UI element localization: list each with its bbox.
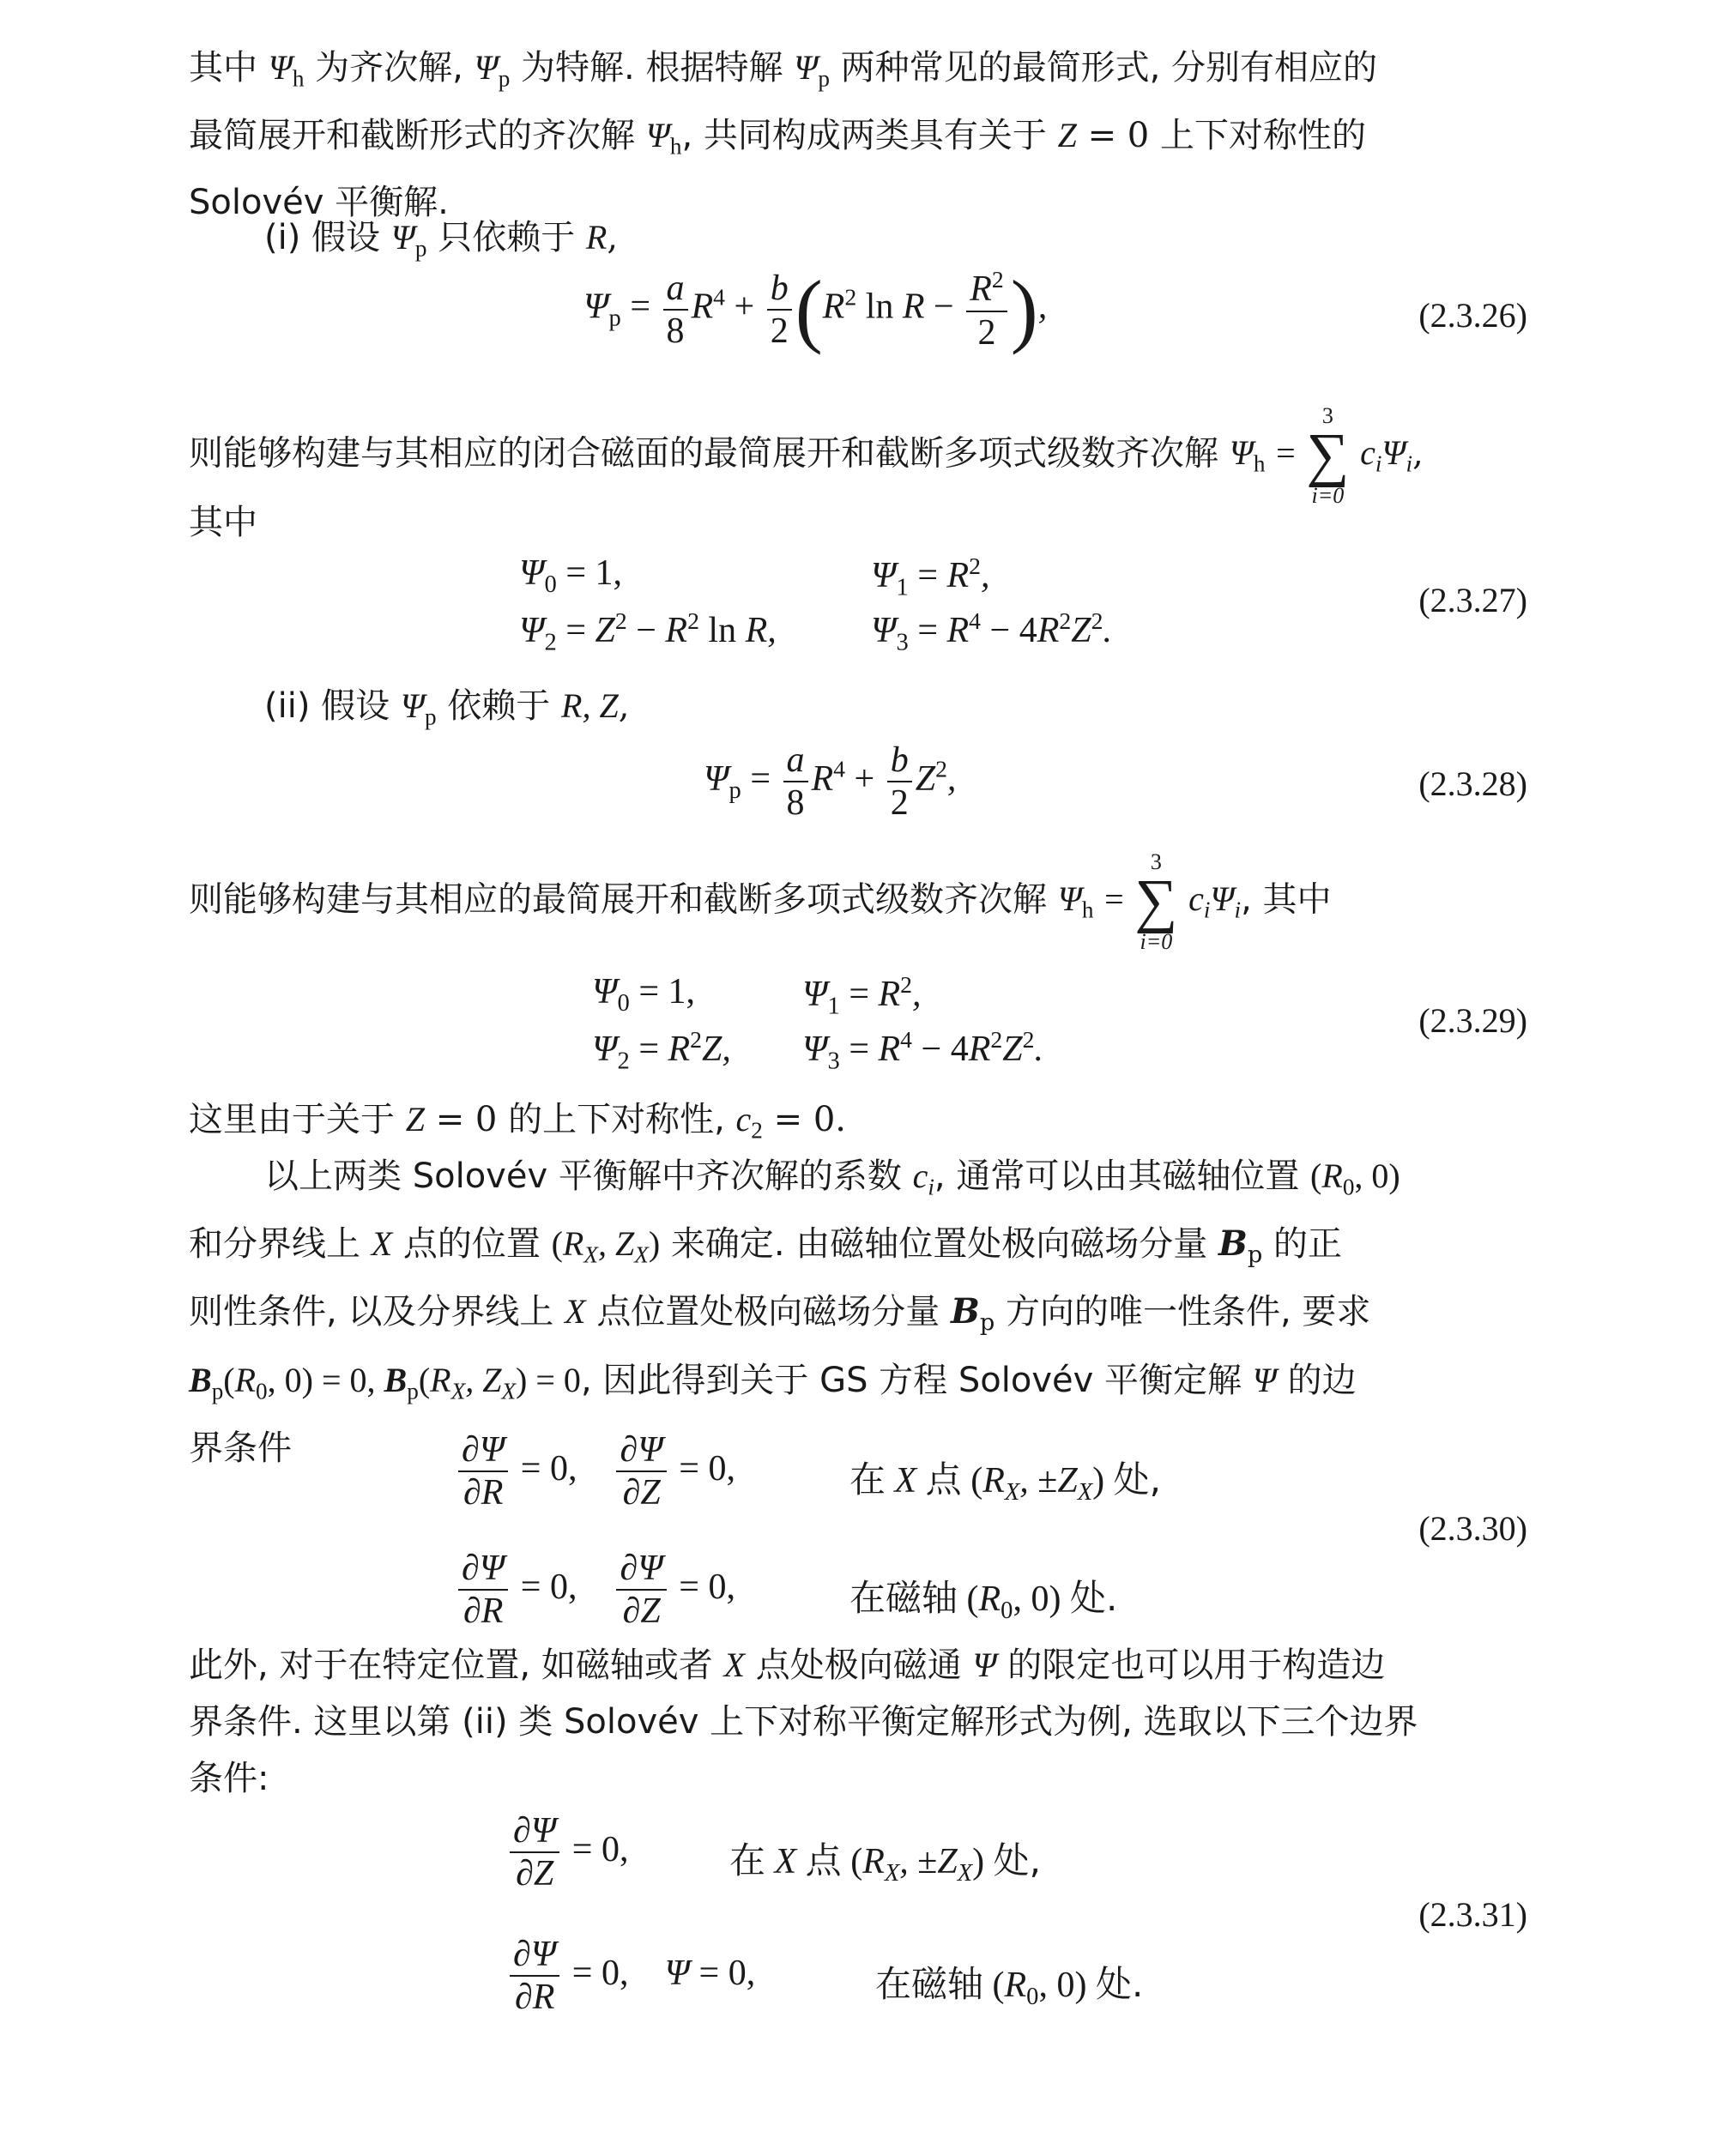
text-span: 其中 <box>189 48 257 88</box>
text-span: 处, <box>993 1839 1042 1881</box>
text-span: 处. <box>1095 1963 1144 2005</box>
case-i-heading: (i) 假设 $\Psi_p$ 只依赖于 R, <box>264 218 619 262</box>
document-page: 其中 $\Psi_h$ 为齐次解, $\Psi_p$ 为特解. 根据特解 $\Psi_p$ 两种常见的最简形式, 分别有相应的 最简展开和截断形式的齐次解 $\Psi_h$, 共同构成两类具有关于 Z = 0 上下对称性的 Solovév 平衡解. (i) 假设 $\Psi_p$ 只依赖于 R, $\Psi_p$ = $\frac{a}{8}$ $R^4$ + $\frac{b}{2}$ ($R^2$ ln R − $\frac{R^2}{2}$ ), (2.3.26) 则能够构建与其相应的闭合磁面的最简展开和截断多项式级数齐次解 $\Psi_h$ = 3 ∑ i=0 $c_i\Psi_i$, 其中 $\Psi_0 = 1$, $\Psi_1 = R^2$, $\Psi_2 = Z^2 - R^2$ ln R, $\Psi_3 = R^4 - 4R^2Z^2$. (2.3.27) (ii) 假设 $\Psi_p$ 依赖于 R, Z, $\Psi_p$ = $\frac{a}{8}$ $R^4$ + $\frac{b}{2}$ $Z^2$, (2.3.28) 则能够构建与其相应的最简展开和截断多项式级数齐次解 $\Psi_h$ = 3 ∑ i=0 $c_i\Psi_i$, 其中 $\Psi_0 = 1$, $\Psi_1 = R^2$, $\Psi_2 = R^2Z$, $\Psi_3 = R^4 - 4R^2Z^2$. (2.3.29) 这里由于关于 Z = 0 的上下对称性, $c_2 = 0$. 以上两类 Solovév 平衡解中齐次解的系数 $c_i$, 通常可以由其磁轴位置 ($R_0$, 0) 和分界线上 X 点的位置 ($R_X$, $Z_X$) 来确定. 由磁轴位置处极向磁场分量 $B_p$ 的正 则性条件, 以及分界线上 X 点位置处极向磁场分量 $B_p$ 方向的唯一性条件, 要求 $B_p(R_0$, 0) = 0, $B_p(R_X$, $Z_X) = 0$, 因此得到关于 GS 方程 Solovév 平衡定解 Ψ 的边 界条件 $\frac{\partial\Psi}{\partial R}$ = 0, $\frac{\partial\Psi}{\partial Z}$ = 0, 在 X 点 ($R_X$, $\pm Z_X$) 处, $\frac{\partial\Psi}{\partial R}$ = 0, $\frac{\partial\Psi}{\partial Z}$ = 0, 在磁轴 ($R_0$, 0) 处. (2.3.30) 此外, 对于在特定位置, 如磁轴或者 X 点处极向磁通 Ψ 的限定也可以用于构造边 界条件. 这里以第 (ii) 类 Solovév 上下对称平衡定解形式为例, 选取以下三个边界 条件: $\frac{\partial\Psi}{\partial Z}$ = 0, 在 X 点 ($R_X$, $\pm Z_X$) 处, $\frac{\partial\Psi}{\partial R}$ = 0, Ψ = 0, 在磁轴 ($R_0$, 0) 处. (2.3.31) <box>0 0 1723 2156</box>
text-span: 在磁轴 <box>875 1963 984 2005</box>
text-span: 点 <box>805 1839 842 1881</box>
text-span: 方向的唯一性条件, 要求 <box>1005 1292 1371 1332</box>
coefficient-paragraph: 以上两类 Solovév 平衡解中齐次解的系数 $c_i$, 通常可以由其磁轴位置 ($R_0$, 0) 和分界线上 X 点的位置 ($R_X$, $Z_X$) 来确定. 由磁轴位置处极向磁场分量 $B_p$ 的正 则性条件, 以及分界线上 X 点位置处极向磁场分量 $B_p$ 方向的唯一性条件, 要求 $B_p(R_0$, 0) = 0, $B_p(R_X$, $Z_X) = 0$, 因此得到关于 GS 方程 Solovév 平衡定解 Ψ 的边 界条件 <box>189 1157 1400 1468</box>
equation-2-3-31: $\frac{\partial\Psi}{\partial Z}$ = 0, 在 X 点 ($R_X$, $\pm Z_X$) 处, $\frac{\partial\Psi}{\partial R}$ = 0, Ψ = 0, 在磁轴 ($R_0$, 0) 处. (2.3.31) <box>189 1810 1527 2025</box>
text-span: 点处极向磁通 <box>755 1646 962 1685</box>
text-span: 只依赖于 <box>438 218 576 257</box>
text-span: (ii) 假设 <box>264 686 390 726</box>
text-span: Solovév 平衡解. <box>189 183 449 223</box>
text-span: 来确定. 由磁轴位置处极向磁场分量 <box>670 1223 1208 1264</box>
extra-paragraph: 此外, 对于在特定位置, 如磁轴或者 X 点处极向磁通 Ψ 的限定也可以用于构造边 界条件. 这里以第 (ii) 类 Solovév 上下对称平衡定解形式为例, 选取以下三个边界 条件: <box>189 1646 1418 1798</box>
text-span: 为特解. 根据特解 <box>521 48 783 88</box>
text-span: 条件: <box>189 1759 269 1798</box>
text-span: 上下对称性的 <box>1159 115 1366 155</box>
text-span: 依赖于 <box>447 686 551 726</box>
text-span: 点位置处极向磁场分量 <box>596 1292 940 1332</box>
text-span: 在磁轴 <box>849 1577 958 1619</box>
equation-number: (2.3.27) <box>1418 581 1527 619</box>
text-span: 在 <box>729 1839 766 1881</box>
text-span: 其中 <box>189 503 257 542</box>
text-span: 点的位置 <box>402 1223 541 1264</box>
text-span: 两种常见的最简形式, 分别有相应的 <box>840 48 1378 88</box>
symmetry-note: 这里由于关于 Z = 0 的上下对称性, $c_2 = 0$. <box>189 1100 847 1144</box>
text-span: 和分界线上 <box>189 1223 360 1264</box>
homogeneous-text-2: 则能够构建与其相应的最简展开和截断多项式级数齐次解 $\Psi_h$ = 3 ∑ i=0 $c_i\Psi_i$, 其中 <box>189 849 1332 954</box>
equation-2-3-29: $\Psi_0 = 1$, $\Psi_1 = R^2$, $\Psi_2 = R^2Z$, $\Psi_3 = R^4 - 4R^2Z^2$. (2.3.29) <box>592 971 1527 1075</box>
text-span: 的限定也可以用于构造边 <box>1007 1646 1386 1685</box>
case-ii-heading: (ii) 假设 $\Psi_p$ 依赖于 R, Z, <box>264 686 630 730</box>
equation-2-3-27: $\Psi_0 = 1$, $\Psi_1 = R^2$, $\Psi_2 = Z^2 - R^2$ ln R, $\Psi_3 = R^4 - 4R^2Z^2$. (2.3.27) <box>519 553 1527 656</box>
text-span: 的上下对称性, <box>508 1100 725 1139</box>
text-span: 则能够构建与其相应的闭合磁面的最简展开和截断多项式级数齐次解 <box>189 433 1218 474</box>
text-span: , 共同构成两类具有关于 <box>681 115 1047 155</box>
text-span: 界条件. 这里以第 (ii) 类 Solovév 上下对称平衡定解形式为例, 选取以下三个边界 <box>189 1702 1418 1742</box>
text-span: 这里由于关于 <box>189 1100 395 1139</box>
text-span: 处, <box>1113 1458 1162 1501</box>
text-span: 的边 <box>1287 1361 1357 1401</box>
text-span: 此外, 对于在特定位置, 如磁轴或者 <box>189 1646 713 1685</box>
equation-2-3-28: $\Psi_p$ = $\frac{a}{8}$ $R^4$ + $\frac{b}{2}$ $Z^2$, (2.3.28) <box>704 740 1527 824</box>
equation-number: (2.3.31) <box>1418 1895 1527 1934</box>
text-span: 在 <box>849 1458 886 1501</box>
text-span: (i) 假设 <box>264 218 381 257</box>
text-span: 处. <box>1069 1577 1118 1619</box>
text-span: 为齐次解, <box>315 48 463 88</box>
text-span: 最简展开和截断形式的齐次解 <box>189 115 635 155</box>
equation-2-3-26: $\Psi_p$ = $\frac{a}{8}$ $R^4$ + $\frac{b}{2}$ ($R^2$ ln R − $\frac{R^2}{2}$ ), (2.3.26) <box>583 263 1527 355</box>
text-span: 点 <box>925 1458 962 1501</box>
text-span: 以上两类 Solovév 平衡解中齐次解的系数 <box>264 1157 902 1196</box>
equation-number: (2.3.28) <box>1418 764 1527 803</box>
text-span: , 其中 <box>1241 879 1332 920</box>
text-span: 则性条件, 以及分界线上 <box>189 1292 554 1332</box>
intro-paragraph: 其中 $\Psi_h$ 为齐次解, $\Psi_p$ 为特解. 根据特解 $\Psi_p$ 两种常见的最简形式, 分别有相应的 最简展开和截断形式的齐次解 $\Psi_h$, 共同构成两类具有关于 Z = 0 上下对称性的 Solovév 平衡解. <box>189 48 1378 223</box>
text-span: 界条件 <box>189 1428 292 1468</box>
equation-2-3-30: $\frac{\partial\Psi}{\partial R}$ = 0, $\frac{\partial\Psi}{\partial Z}$ = 0, 在 X 点 ($R_X$, $\pm Z_X$) 处, $\frac{\partial\Psi}{\partial R}$ = 0, $\frac{\partial\Psi}{\partial Z}$ = 0, 在磁轴 ($R_0$, 0) 处. (2.3.30) <box>189 1429 1527 1635</box>
text-span: , 因此得到关于 GS 方程 Solovév 平衡定解 <box>580 1361 1242 1401</box>
equation-number: (2.3.26) <box>1418 296 1527 335</box>
text-span: 则能够构建与其相应的最简展开和截断多项式级数齐次解 <box>189 879 1047 920</box>
equation-number: (2.3.30) <box>1418 1509 1527 1548</box>
text-span: , 通常可以由其磁轴位置 <box>934 1157 1300 1196</box>
equation-number: (2.3.29) <box>1418 1001 1527 1040</box>
text-span: 的正 <box>1273 1223 1342 1264</box>
